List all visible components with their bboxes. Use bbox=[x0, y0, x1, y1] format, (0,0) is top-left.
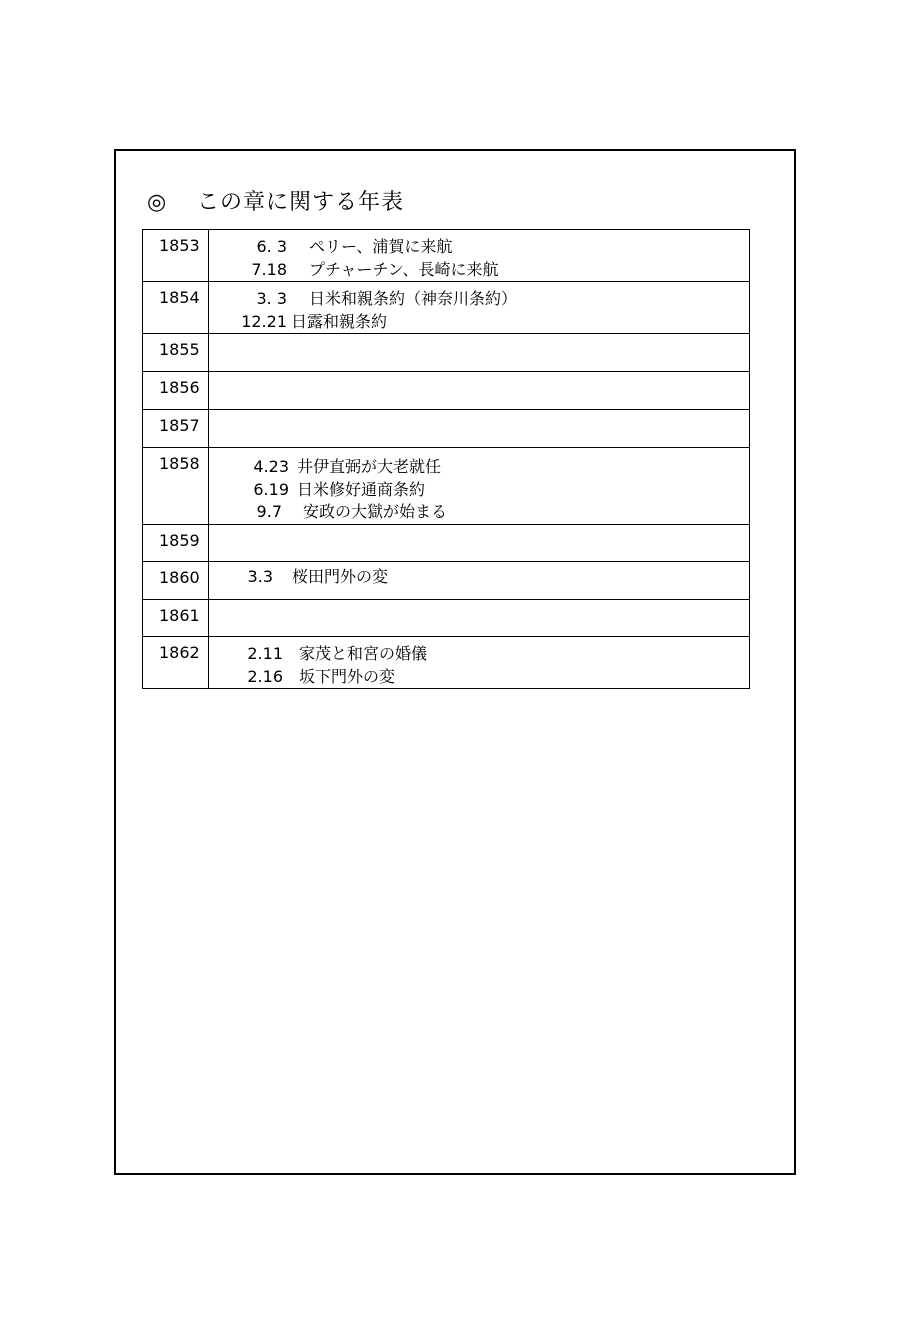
double-circle-mark: ◎ bbox=[147, 190, 168, 215]
event-text: 井伊直弼が大老就任 bbox=[297, 457, 442, 476]
timeline-row-1854 bbox=[143, 282, 750, 334]
event-date: 6.19 bbox=[253, 479, 289, 499]
timeline-table bbox=[142, 229, 750, 689]
event-item bbox=[209, 288, 749, 311]
event-date: 2.16 bbox=[247, 666, 283, 686]
timeline-row-1859 bbox=[143, 525, 750, 562]
event-item bbox=[209, 566, 749, 589]
timeline-row-1855 bbox=[143, 334, 750, 372]
event-text: 日露和親条約 bbox=[291, 311, 388, 331]
event-text: 日米修好通商条約 bbox=[297, 479, 426, 499]
year-cell: 1861 bbox=[143, 600, 209, 637]
event-item bbox=[209, 643, 749, 666]
timeline-row-1853 bbox=[143, 230, 750, 282]
year-cell: 1856 bbox=[143, 372, 209, 410]
event-date: 9.7 bbox=[256, 502, 282, 521]
year-cell: 1854 bbox=[143, 282, 209, 334]
event-date: 4.23 bbox=[253, 457, 289, 476]
event-date: 7.18 bbox=[251, 259, 287, 279]
events-cell bbox=[209, 448, 750, 525]
event-text: 安政の大獄が始まる bbox=[303, 502, 448, 521]
event-item bbox=[209, 501, 749, 524]
timeline-row-1857 bbox=[143, 410, 750, 448]
timeline-body bbox=[143, 230, 750, 689]
event-item bbox=[209, 666, 749, 689]
year-cell: 1862 bbox=[143, 637, 209, 689]
year-cell: 1859 bbox=[143, 525, 209, 562]
events-cell bbox=[209, 334, 750, 372]
event-text: プチャーチン、長崎に来航 bbox=[309, 259, 499, 279]
events-cell bbox=[209, 600, 750, 637]
events-cell bbox=[209, 372, 750, 410]
events-cell bbox=[209, 525, 750, 562]
event-date: 6. 3 bbox=[256, 237, 287, 256]
event-item bbox=[209, 456, 749, 479]
year-cell: 1853 bbox=[143, 230, 209, 282]
events-cell bbox=[209, 230, 750, 282]
event-text: 坂下門外の変 bbox=[299, 666, 396, 686]
year-cell: 1857 bbox=[143, 410, 209, 448]
event-date: 3.3 bbox=[247, 567, 273, 586]
event-item bbox=[209, 236, 749, 259]
timeline-row-1858 bbox=[143, 448, 750, 525]
timeline-row-1862 bbox=[143, 637, 750, 689]
event-date: 3. 3 bbox=[256, 289, 287, 308]
year-cell: 1858 bbox=[143, 448, 209, 525]
event-item bbox=[209, 479, 749, 502]
events-cell bbox=[209, 282, 750, 334]
event-item bbox=[209, 311, 749, 334]
event-text: 桜田門外の変 bbox=[292, 567, 389, 586]
events-cell bbox=[209, 410, 750, 448]
event-text: 日米和親条約（神奈川条約） bbox=[309, 289, 518, 308]
event-text: 家茂と和宮の婚儀 bbox=[299, 644, 428, 663]
timeline-row-1860 bbox=[143, 562, 750, 600]
event-date: 2.11 bbox=[247, 644, 283, 663]
timeline-row-1856 bbox=[143, 372, 750, 410]
chapter-timeline-heading bbox=[147, 185, 404, 216]
event-date: 12.21 bbox=[241, 311, 287, 331]
timeline-row-1861 bbox=[143, 600, 750, 637]
heading-title: この章に関する年表 bbox=[197, 190, 405, 215]
event-text: ペリー、浦賀に来航 bbox=[309, 237, 453, 256]
events-cell bbox=[209, 562, 750, 600]
year-cell: 1855 bbox=[143, 334, 209, 372]
events-cell bbox=[209, 637, 750, 689]
year-cell: 1860 bbox=[143, 562, 209, 600]
event-item bbox=[209, 259, 749, 282]
